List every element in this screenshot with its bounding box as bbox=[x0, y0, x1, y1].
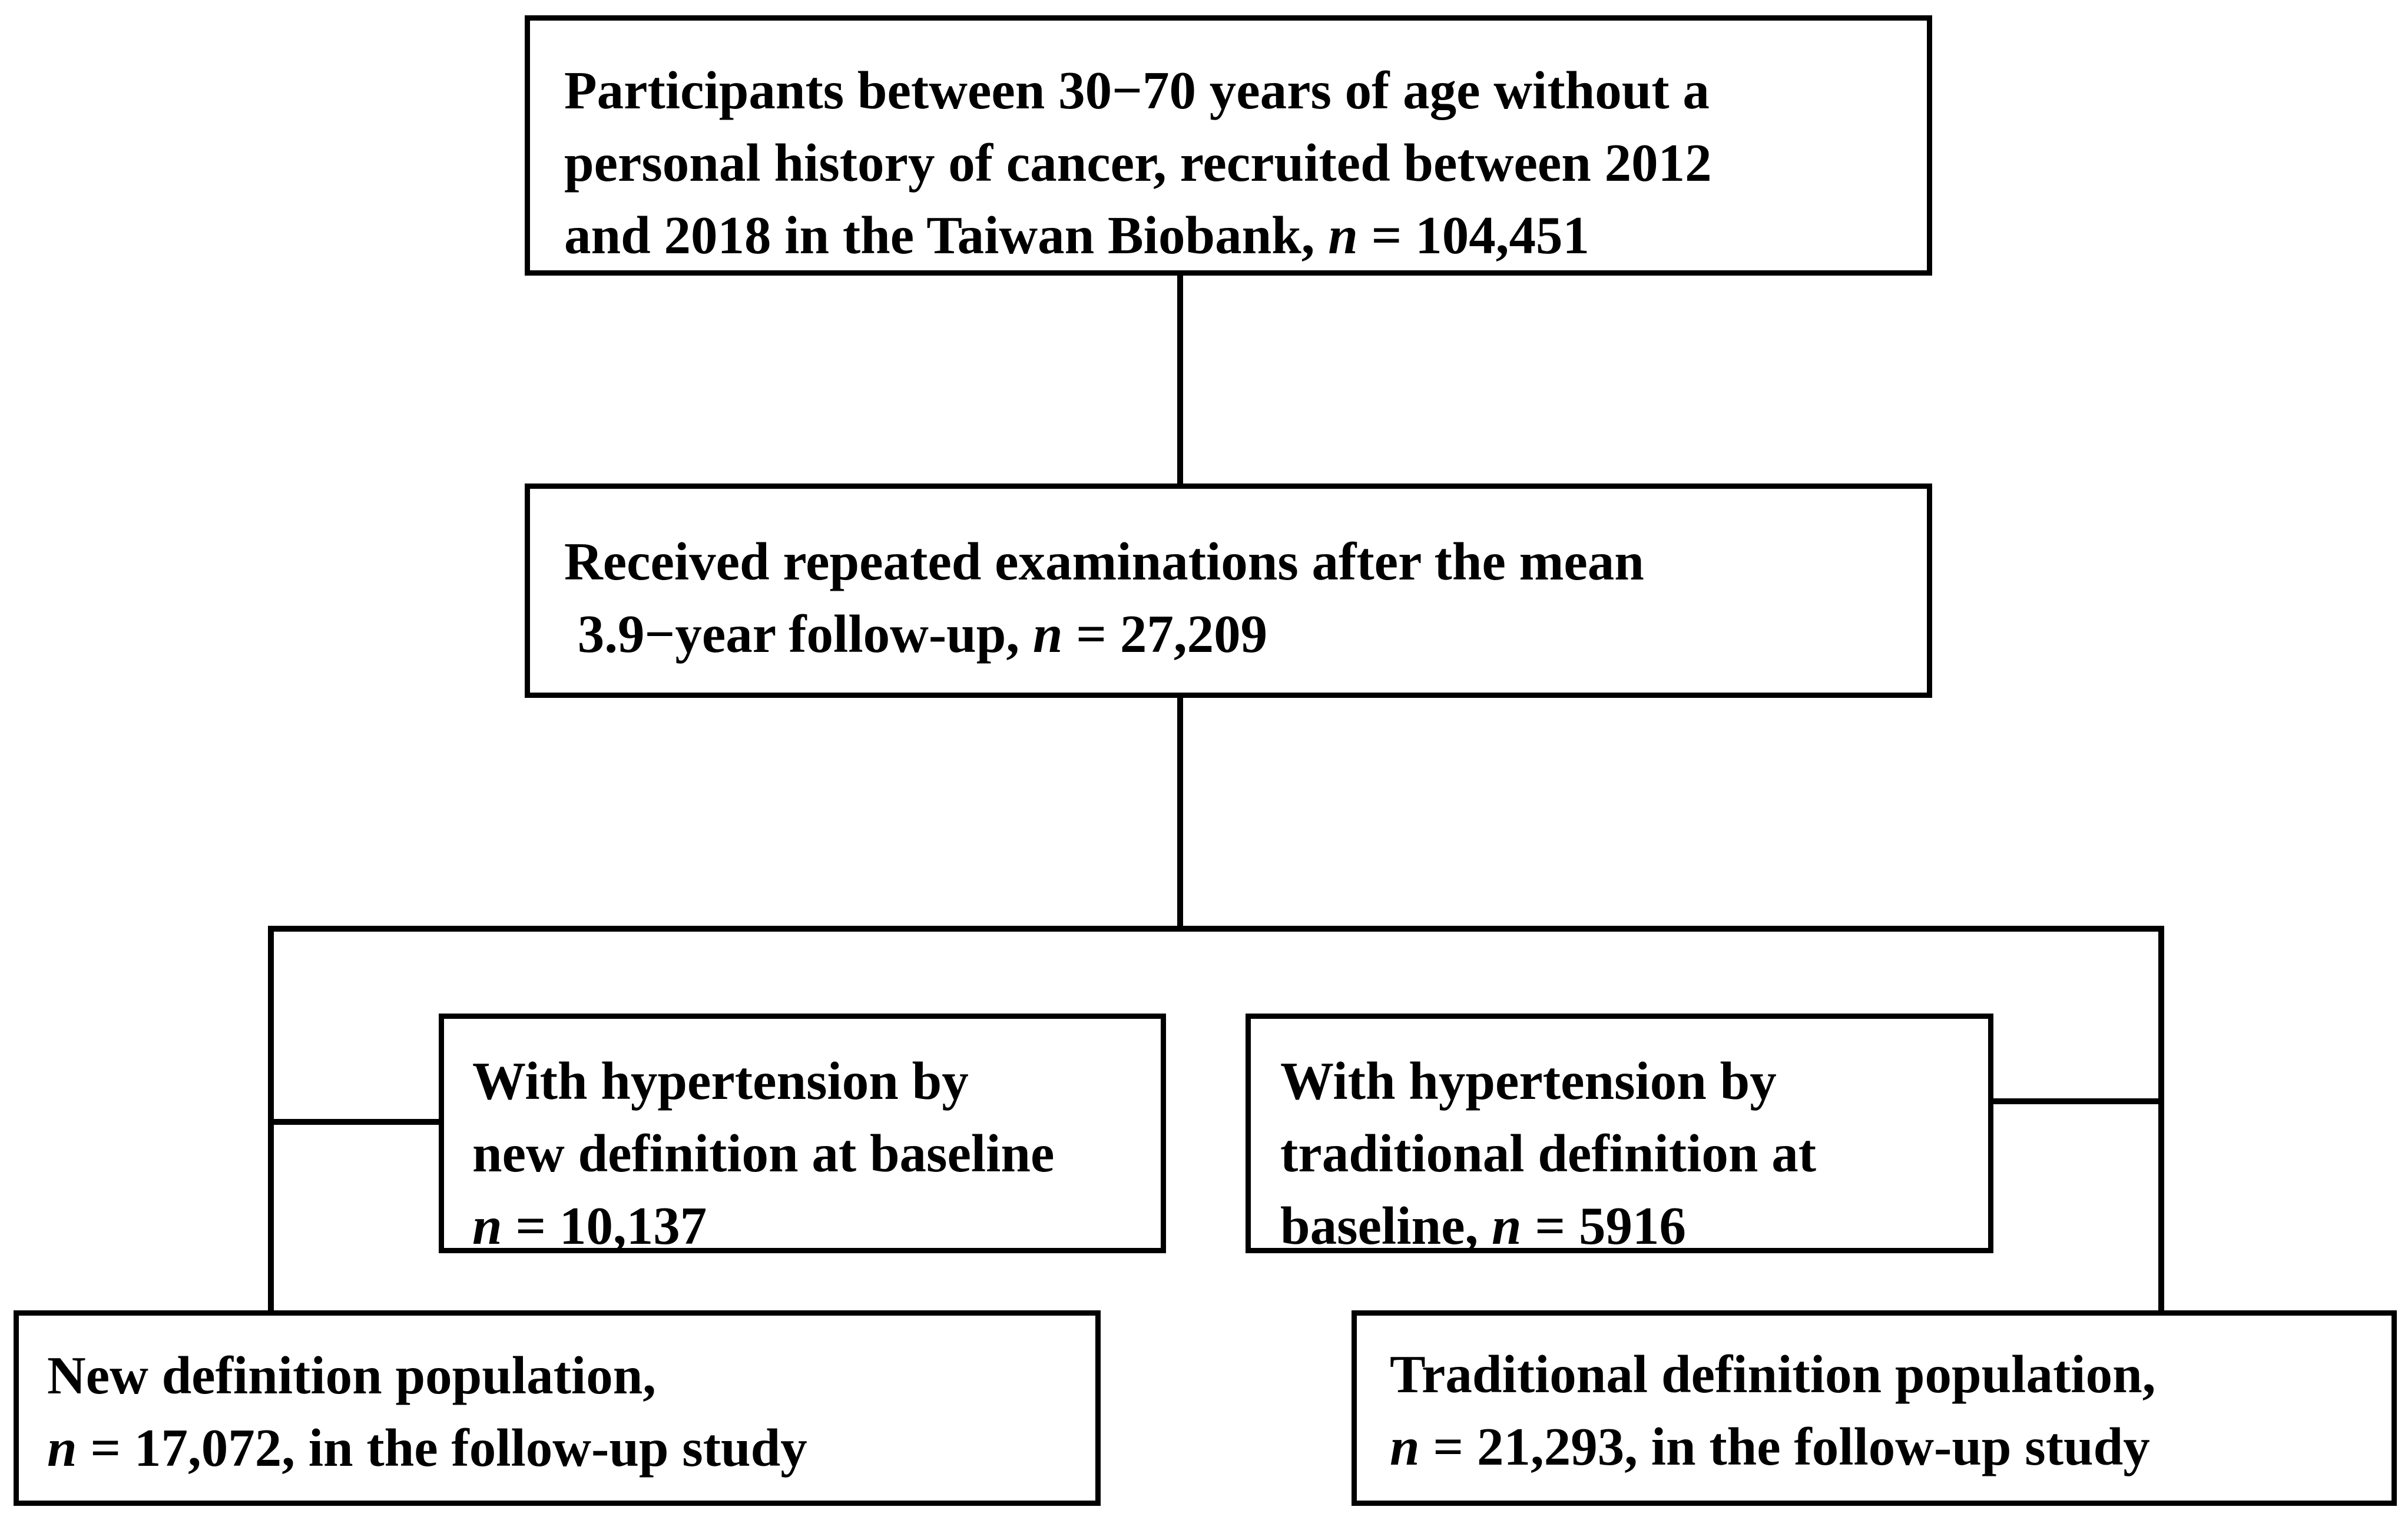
connector-followup-to-split bbox=[1177, 697, 1183, 929]
new-population-count: = 17,072, in the follow-up study bbox=[77, 1418, 807, 1478]
followup-line-2-text: 3.9−year follow-up, bbox=[564, 604, 1033, 664]
followup-line-2 bbox=[564, 598, 1927, 670]
traditional-population-count: = 21,293, in the follow-up study bbox=[1419, 1417, 2150, 1476]
traditional-hypertension-box bbox=[1246, 1014, 1993, 1256]
traditional-hypertension-n-symbol: n bbox=[1491, 1196, 1522, 1256]
new-hypertension-n-symbol: n bbox=[472, 1196, 502, 1256]
participants-line-1: Participants between 30−70 years of age without a bbox=[564, 61, 1710, 120]
connector-right-branch bbox=[1990, 1098, 2164, 1104]
traditional-population-line-2 bbox=[1390, 1410, 2392, 1483]
traditional-hypertension-line-3 bbox=[1280, 1190, 1988, 1262]
new-hypertension-line-3 bbox=[472, 1190, 1161, 1262]
new-population-line-2 bbox=[47, 1412, 1095, 1484]
participants-box bbox=[525, 15, 1932, 276]
new-hypertension-count: = 10,137 bbox=[502, 1196, 707, 1256]
connector-horizontal-split bbox=[268, 926, 2164, 932]
followup-box bbox=[525, 484, 1932, 698]
traditional-hypertension-line-2: traditional definition at bbox=[1280, 1124, 1817, 1183]
new-hypertension-line-1: With hypertension by bbox=[472, 1051, 969, 1111]
traditional-hypertension-line-1: With hypertension by bbox=[1280, 1051, 1777, 1111]
followup-count: = 27,209 bbox=[1062, 604, 1268, 664]
traditional-population-n-symbol: n bbox=[1390, 1417, 1420, 1476]
traditional-population-line-1: Traditional definition population, bbox=[1390, 1345, 2156, 1404]
participants-count: = 104,451 bbox=[1357, 206, 1590, 265]
connector-top-to-followup bbox=[1177, 274, 1183, 486]
followup-line-1: Received repeated examinations after the mean bbox=[564, 532, 1644, 591]
new-population-line-1: New definition population, bbox=[47, 1346, 657, 1405]
participants-line-2: personal history of cancer, recruited between 2012 bbox=[564, 133, 1712, 193]
new-hypertension-box bbox=[439, 1014, 1166, 1256]
new-population-box bbox=[14, 1310, 1101, 1506]
traditional-hypertension-line-3-text: baseline, bbox=[1280, 1196, 1492, 1256]
new-population-n-symbol: n bbox=[47, 1418, 77, 1478]
followup-n-symbol: n bbox=[1032, 604, 1063, 664]
participants-n-symbol: n bbox=[1328, 206, 1358, 265]
traditional-hypertension-count: = 5916 bbox=[1521, 1196, 1686, 1256]
connector-left-branch bbox=[268, 1119, 442, 1125]
participants-line-3 bbox=[564, 199, 1927, 271]
connector-right-trunk bbox=[2158, 926, 2164, 1318]
new-hypertension-line-2: new definition at baseline bbox=[472, 1124, 1055, 1183]
participants-line-3-text: and 2018 in the Taiwan Biobank, bbox=[564, 206, 1329, 265]
traditional-population-box bbox=[1352, 1310, 2397, 1506]
